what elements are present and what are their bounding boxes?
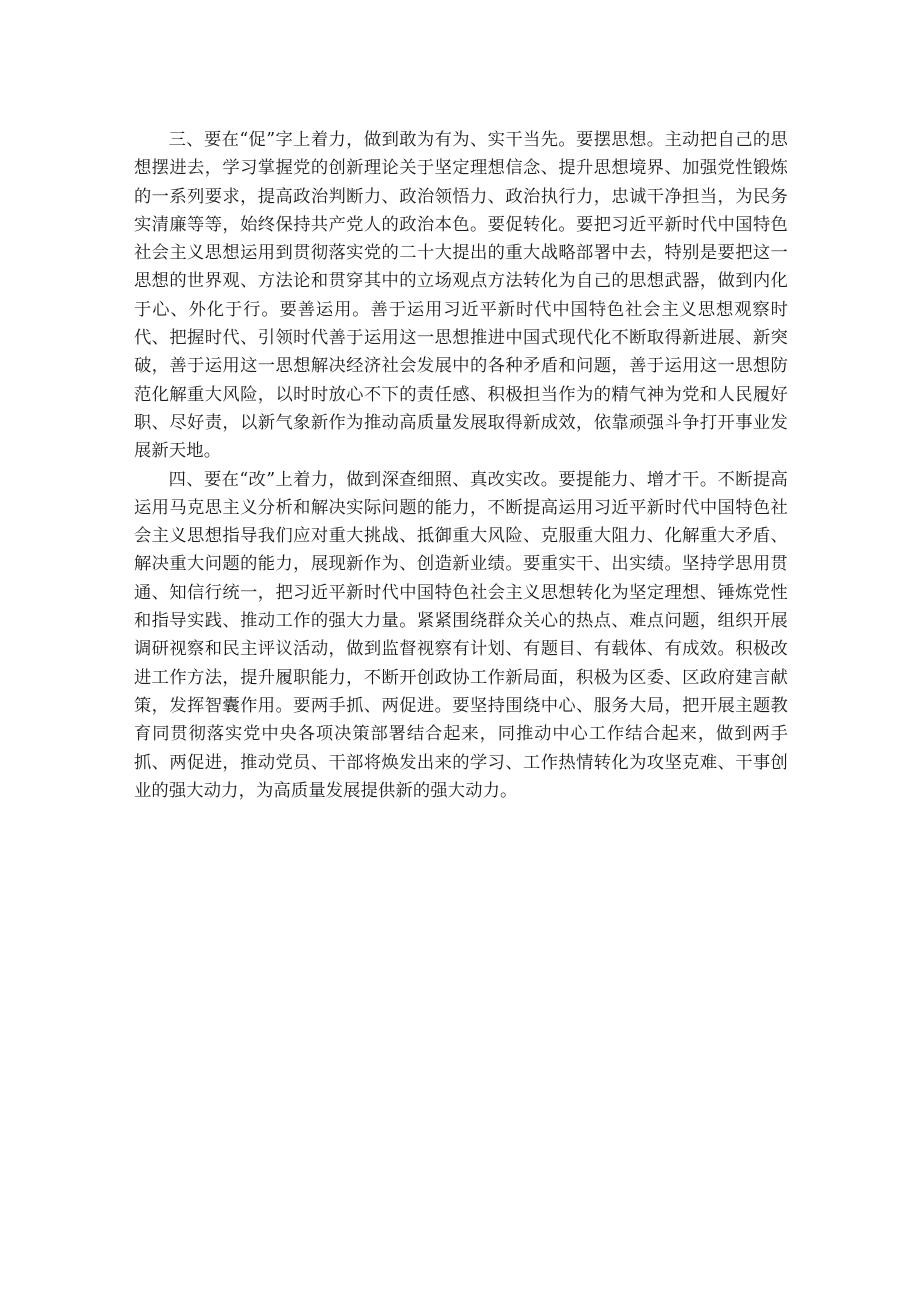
paragraph-section-three: 三、要在“促”字上着力，做到敢为有为、实干当先。要摆思想。主动把自己的思想摆进去，学习掌握党的创新理论关于坚定理想信念、提升思想境界、加强党性锻炼的一系列要求，提高政治判断力、政治领悟力、政治执行力，忠诚干净担当，为民务实清廉等等，始终保持共产党人的政治本色。要促转化。要把习近平新时代中国特色社会主义思想运用到贯彻落实党的二十大提出的重大战略部署中去，特别是要把这一思想的世界观、方法论和贯穿其中的立场观点方法转化为自己的思想武器，做到内化于心、外化于行。要善运用。善于运用习近平新时代中国特色社会主义思想观察时代、把握时代、引领时代善于运用这一思想推进中国式现代化不断取得新进展、新突破，善于运用这一思想解决经济社会发展中的各种矛盾和问题，善于运用这一思想防范化解重大风险，以时时放心不下的责任感、积极担当作为的精气神为党和人民履好职、尽好责，以新气象新作为推动高质量发展取得新成效，依靠顽强斗争打开事业发展新天地。 — [134, 130, 788, 462]
document-body — [134, 126, 788, 805]
paragraph-section-four: 四、要在“改”上着力，做到深查细照、真改实改。要提能力、增才干。不断提高运用马克思主义分析和解决实际问题的能力，不断提高运用习近平新时代中国特色社会主义思想指导我们应对重大挑战、抵御重大风险、克服重大阻力、化解重大矛盾、解决重大问题的能力，展现新作为、创造新业绩。要重实干、出实绩。坚持学思用贯通、知信行统一，把习近平新时代中国特色社会主义思想转化为坚定理想、锤炼党性和指导实践、推动工作的强大力量。紧紧围绕群众关心的热点、难点问题，组织开展调研视察和民主评议活动，做到监督视察有计划、有题目、有载体、有成效。积极改进工作方法，提升履职能力，不断开创政协工作新局面，积极为区委、区政府建言献策，发挥智囊作用。要两手抓、两促进。要坚持围绕中心、服务大局，把开展主题教育同贯彻落实党中央各项决策部署结合起来，同推动中心工作结合起来，做到两手抓、两促进，推动党员、干部将焕发出来的学习、工作热情转化为攻坚克难、干事创业的强大动力，为高质量发展提供新的强大动力。 — [134, 469, 788, 801]
